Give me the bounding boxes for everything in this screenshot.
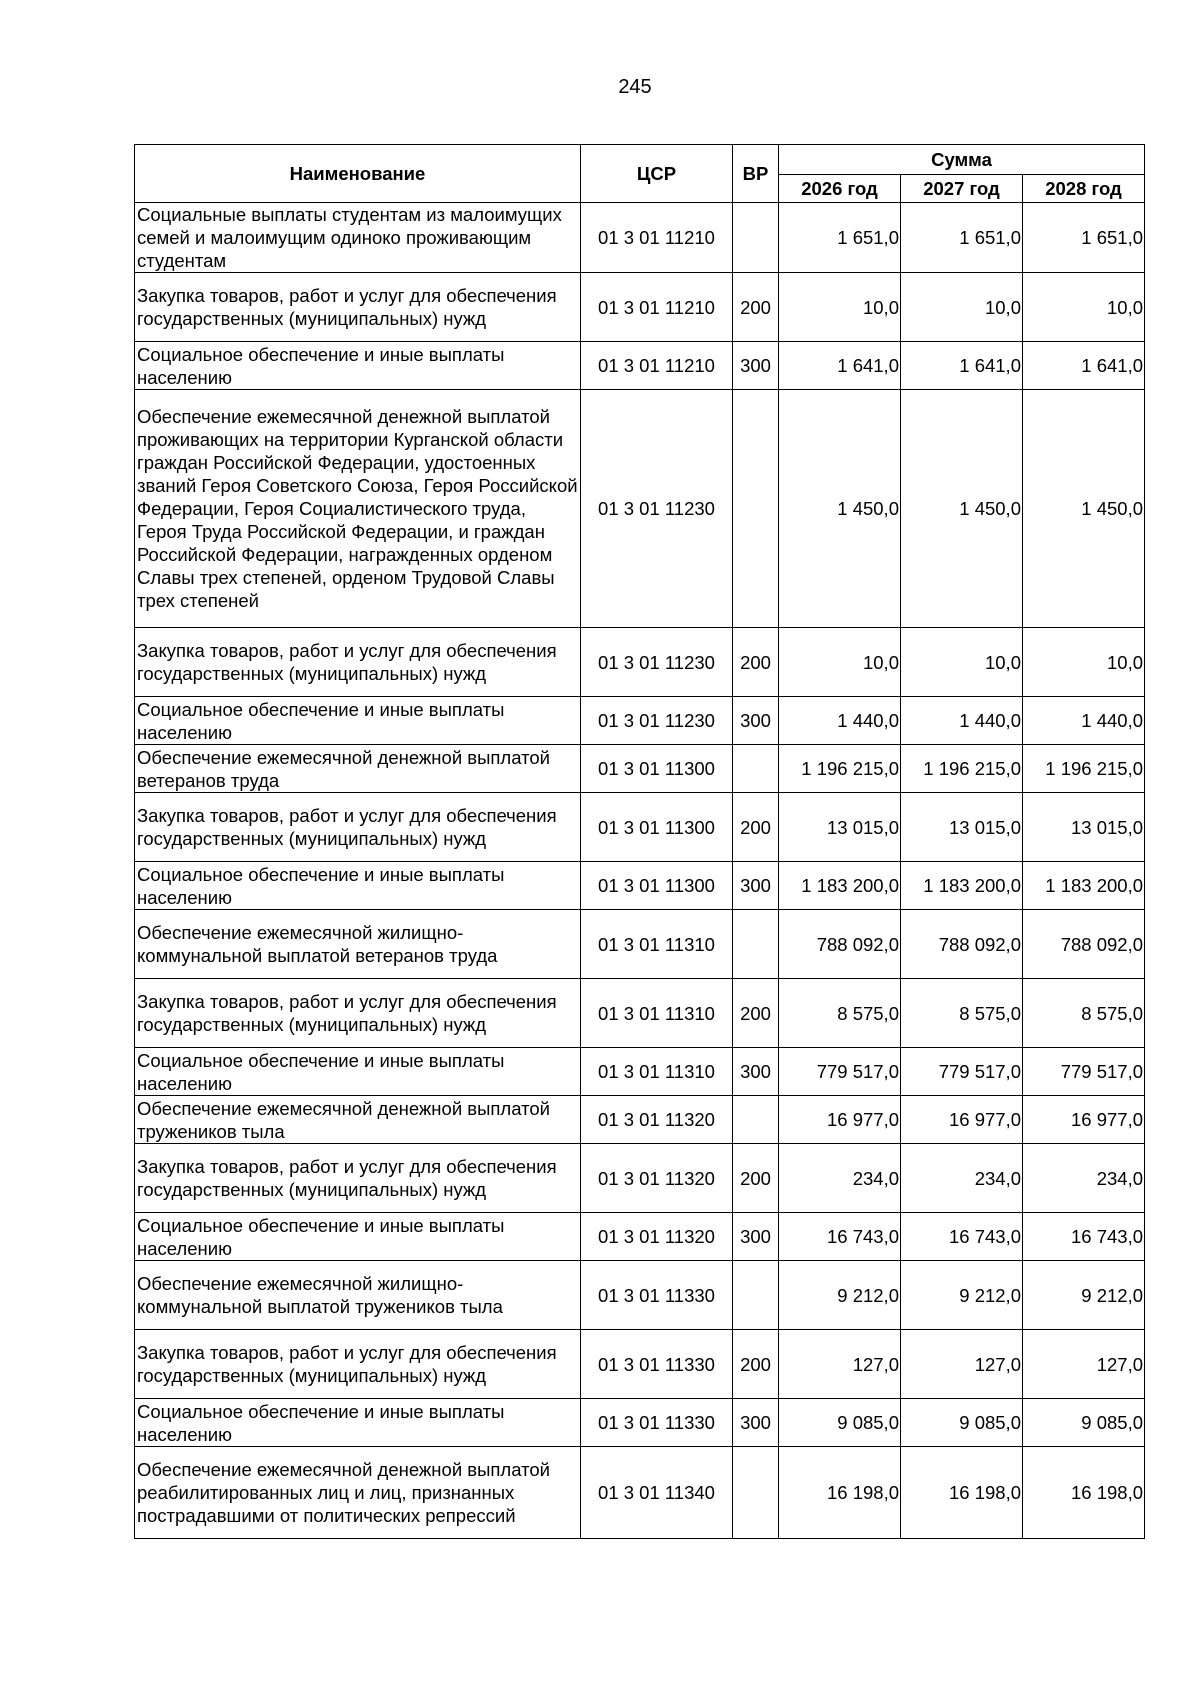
row-vr: 200 [733, 793, 779, 862]
row-csr: 01 3 01 11330 [581, 1261, 733, 1330]
row-csr: 01 3 01 11330 [581, 1399, 733, 1447]
row-csr: 01 3 01 11300 [581, 793, 733, 862]
table-row [135, 745, 1145, 793]
row-csr: 01 3 01 11320 [581, 1096, 733, 1144]
row-name: Обеспечение ежемесячной денежной выплатой проживающих на территории Курганской области граждан Российской Федерации, удостоенных званий Героя Советского Союза, Героя Российской Федерации, Героя Социалистического труда, Героя Труда Российской Федерации, и граждан Российской Федерации, награжденных орденом Славы трех степеней, орденом Трудовой Славы трех степеней [135, 390, 581, 628]
header-name: Наименование [135, 145, 581, 203]
row-amount-2027: 8 575,0 [901, 979, 1023, 1048]
row-amount-2028: 1 641,0 [1023, 342, 1145, 390]
table-row [135, 1330, 1145, 1399]
row-amount-2026: 1 641,0 [779, 342, 901, 390]
row-amount-2028: 10,0 [1023, 273, 1145, 342]
row-name: Социальные выплаты студентам из малоимущих семей и малоимущим одиноко проживающим студентам [135, 203, 581, 273]
row-amount-2026: 779 517,0 [779, 1048, 901, 1096]
row-name: Закупка товаров, работ и услуг для обеспечения государственных (муниципальных) нужд [135, 628, 581, 697]
row-vr [733, 910, 779, 979]
page-number: 245 [618, 76, 652, 98]
row-amount-2027: 16 198,0 [901, 1447, 1023, 1539]
row-amount-2028: 9 212,0 [1023, 1261, 1145, 1330]
row-name: Социальное обеспечение и иные выплаты населению [135, 697, 581, 745]
row-csr: 01 3 01 11230 [581, 628, 733, 697]
table-row [135, 1399, 1145, 1447]
row-amount-2026: 16 198,0 [779, 1447, 901, 1539]
row-vr [733, 1447, 779, 1539]
header-vr: ВР [733, 145, 779, 203]
row-amount-2028: 1 651,0 [1023, 203, 1145, 273]
row-name: Закупка товаров, работ и услуг для обеспечения государственных (муниципальных) нужд [135, 1144, 581, 1213]
row-amount-2028: 234,0 [1023, 1144, 1145, 1213]
row-vr: 200 [733, 628, 779, 697]
row-name: Обеспечение ежемесячной жилищно-коммунальной выплатой тружеников тыла [135, 1261, 581, 1330]
row-vr: 200 [733, 979, 779, 1048]
row-csr: 01 3 01 11210 [581, 203, 733, 273]
budget-table [134, 144, 1145, 1539]
row-vr: 300 [733, 342, 779, 390]
row-name: Социальное обеспечение и иные выплаты населению [135, 1399, 581, 1447]
row-amount-2026: 16 743,0 [779, 1213, 901, 1261]
row-vr [733, 1261, 779, 1330]
row-csr: 01 3 01 11320 [581, 1213, 733, 1261]
row-amount-2027: 779 517,0 [901, 1048, 1023, 1096]
row-vr [733, 390, 779, 628]
row-csr: 01 3 01 11330 [581, 1330, 733, 1399]
row-amount-2028: 13 015,0 [1023, 793, 1145, 862]
row-amount-2028: 1 450,0 [1023, 390, 1145, 628]
row-name: Обеспечение ежемесячной денежной выплатой реабилитированных лиц и лиц, признанных пострадавшими от политических репрессий [135, 1447, 581, 1539]
row-amount-2026: 1 196 215,0 [779, 745, 901, 793]
table-row [135, 1447, 1145, 1539]
row-csr: 01 3 01 11210 [581, 342, 733, 390]
table-row [135, 862, 1145, 910]
row-amount-2028: 779 517,0 [1023, 1048, 1145, 1096]
row-csr: 01 3 01 11230 [581, 697, 733, 745]
row-vr: 300 [733, 697, 779, 745]
table-row [135, 1096, 1145, 1144]
row-amount-2026: 1 183 200,0 [779, 862, 901, 910]
row-csr: 01 3 01 11210 [581, 273, 733, 342]
row-amount-2027: 127,0 [901, 1330, 1023, 1399]
row-amount-2027: 1 440,0 [901, 697, 1023, 745]
header-csr: ЦСР [581, 145, 733, 203]
row-amount-2027: 13 015,0 [901, 793, 1023, 862]
row-amount-2026: 10,0 [779, 628, 901, 697]
row-amount-2027: 1 196 215,0 [901, 745, 1023, 793]
header-year-2027: 2027 год [901, 175, 1023, 203]
table-row [135, 1261, 1145, 1330]
row-amount-2027: 16 743,0 [901, 1213, 1023, 1261]
table-body [135, 203, 1145, 1539]
row-amount-2028: 127,0 [1023, 1330, 1145, 1399]
row-amount-2026: 1 440,0 [779, 697, 901, 745]
row-name: Закупка товаров, работ и услуг для обеспечения государственных (муниципальных) нужд [135, 273, 581, 342]
row-vr: 200 [733, 1330, 779, 1399]
row-amount-2027: 9 085,0 [901, 1399, 1023, 1447]
row-amount-2027: 10,0 [901, 273, 1023, 342]
row-amount-2027: 16 977,0 [901, 1096, 1023, 1144]
table-row [135, 793, 1145, 862]
header-sum: Сумма [779, 145, 1145, 175]
table-row [135, 342, 1145, 390]
row-csr: 01 3 01 11310 [581, 910, 733, 979]
row-vr [733, 1096, 779, 1144]
row-amount-2028: 16 977,0 [1023, 1096, 1145, 1144]
row-name: Обеспечение ежемесячной денежной выплатой ветеранов труда [135, 745, 581, 793]
row-amount-2027: 788 092,0 [901, 910, 1023, 979]
table-row [135, 203, 1145, 273]
row-name: Закупка товаров, работ и услуг для обеспечения государственных (муниципальных) нужд [135, 1330, 581, 1399]
table-row [135, 910, 1145, 979]
table-row [135, 390, 1145, 628]
row-amount-2028: 16 198,0 [1023, 1447, 1145, 1539]
row-amount-2028: 788 092,0 [1023, 910, 1145, 979]
row-csr: 01 3 01 11340 [581, 1447, 733, 1539]
row-name: Социальное обеспечение и иные выплаты населению [135, 1213, 581, 1261]
header-year-2028: 2028 год [1023, 175, 1145, 203]
row-amount-2026: 127,0 [779, 1330, 901, 1399]
row-vr: 300 [733, 862, 779, 910]
header-year-2026: 2026 год [779, 175, 901, 203]
row-vr [733, 203, 779, 273]
row-vr: 200 [733, 273, 779, 342]
row-csr: 01 3 01 11320 [581, 1144, 733, 1213]
row-amount-2026: 9 085,0 [779, 1399, 901, 1447]
row-amount-2028: 1 440,0 [1023, 697, 1145, 745]
row-name: Обеспечение ежемесячной денежной выплатой тружеников тыла [135, 1096, 581, 1144]
table-row [135, 697, 1145, 745]
row-amount-2027: 1 450,0 [901, 390, 1023, 628]
row-csr: 01 3 01 11310 [581, 1048, 733, 1096]
row-vr: 300 [733, 1399, 779, 1447]
row-name: Закупка товаров, работ и услуг для обеспечения государственных (муниципальных) нужд [135, 979, 581, 1048]
row-vr [733, 745, 779, 793]
row-vr: 300 [733, 1048, 779, 1096]
row-amount-2028: 1 183 200,0 [1023, 862, 1145, 910]
row-amount-2028: 9 085,0 [1023, 1399, 1145, 1447]
row-vr: 200 [733, 1144, 779, 1213]
row-amount-2027: 9 212,0 [901, 1261, 1023, 1330]
table-row [135, 628, 1145, 697]
row-name: Социальное обеспечение и иные выплаты населению [135, 1048, 581, 1096]
row-amount-2027: 1 183 200,0 [901, 862, 1023, 910]
row-amount-2028: 1 196 215,0 [1023, 745, 1145, 793]
row-name: Социальное обеспечение и иные выплаты населению [135, 342, 581, 390]
row-amount-2027: 10,0 [901, 628, 1023, 697]
row-name: Закупка товаров, работ и услуг для обеспечения государственных (муниципальных) нужд [135, 793, 581, 862]
row-csr: 01 3 01 11300 [581, 862, 733, 910]
row-amount-2026: 16 977,0 [779, 1096, 901, 1144]
row-amount-2028: 16 743,0 [1023, 1213, 1145, 1261]
row-csr: 01 3 01 11300 [581, 745, 733, 793]
row-amount-2028: 10,0 [1023, 628, 1145, 697]
row-csr: 01 3 01 11230 [581, 390, 733, 628]
table-row [135, 979, 1145, 1048]
row-name: Социальное обеспечение и иные выплаты населению [135, 862, 581, 910]
row-amount-2026: 1 450,0 [779, 390, 901, 628]
row-amount-2026: 234,0 [779, 1144, 901, 1213]
row-amount-2026: 10,0 [779, 273, 901, 342]
table-row [135, 273, 1145, 342]
row-csr: 01 3 01 11310 [581, 979, 733, 1048]
row-amount-2027: 1 641,0 [901, 342, 1023, 390]
table-row [135, 1144, 1145, 1213]
row-amount-2026: 8 575,0 [779, 979, 901, 1048]
table-row [135, 1048, 1145, 1096]
table-row [135, 1213, 1145, 1261]
row-vr: 300 [733, 1213, 779, 1261]
row-amount-2026: 13 015,0 [779, 793, 901, 862]
row-amount-2027: 1 651,0 [901, 203, 1023, 273]
row-amount-2026: 9 212,0 [779, 1261, 901, 1330]
row-amount-2026: 1 651,0 [779, 203, 901, 273]
row-amount-2026: 788 092,0 [779, 910, 901, 979]
row-name: Обеспечение ежемесячной жилищно-коммунальной выплатой ветеранов труда [135, 910, 581, 979]
header-row-top [135, 145, 1145, 175]
row-amount-2028: 8 575,0 [1023, 979, 1145, 1048]
row-amount-2027: 234,0 [901, 1144, 1023, 1213]
